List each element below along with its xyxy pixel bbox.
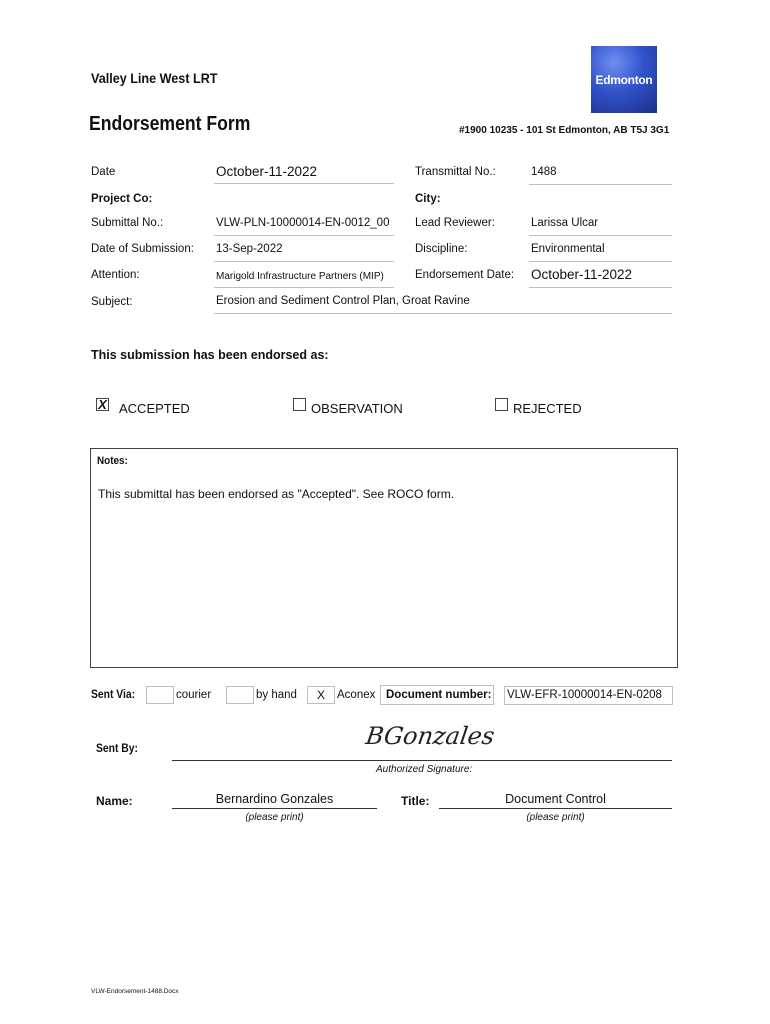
subject-label: Subject: — [91, 296, 133, 308]
aconex-label: Aconex — [337, 689, 376, 701]
title-value[interactable]: Document Control — [505, 792, 606, 806]
date-submission-field[interactable]: 13-Sep-2022 — [214, 243, 394, 262]
observation-label: OBSERVATION — [311, 401, 403, 416]
courier-checkbox[interactable] — [146, 686, 174, 704]
by-hand-checkbox[interactable] — [226, 686, 254, 704]
doc-number-label-box — [380, 685, 494, 705]
signature-line — [172, 760, 672, 761]
rejected-checkbox[interactable] — [495, 398, 508, 411]
observation-checkbox[interactable] — [293, 398, 306, 411]
notes-label: Notes: — [97, 455, 128, 467]
lead-reviewer-label: Lead Reviewer: — [415, 217, 495, 229]
attention-label: Attention: — [91, 269, 140, 281]
doc-number-label: Document number: — [386, 689, 492, 701]
project-title: Valley Line West LRT — [91, 70, 218, 86]
courier-label: courier — [176, 689, 212, 701]
title-hint: (please print) — [526, 812, 585, 823]
accepted-checkbox[interactable]: X — [96, 398, 109, 411]
endorsement-question: This submission has been endorsed as: — [91, 348, 329, 362]
transmittal-field[interactable]: 1488 — [529, 166, 672, 185]
doc-number-field[interactable]: VLW-EFR-10000014-EN-0208 — [504, 686, 673, 705]
endorsement-date-field[interactable]: October-11-2022 — [529, 267, 672, 288]
rejected-label: REJECTED — [513, 401, 582, 416]
authorized-signature-label: Authorized Signature: — [376, 764, 473, 775]
form-title: Endorsement Form — [89, 113, 251, 135]
name-line — [172, 808, 377, 809]
date-submission-label: Date of Submission: — [91, 243, 194, 255]
name-label: Name: — [96, 794, 133, 808]
discipline-label: Discipline: — [415, 243, 468, 255]
title-line — [439, 808, 672, 809]
submittal-field[interactable]: VLW-PLN-10000014-EN-0012_00 — [214, 217, 394, 236]
by-hand-label: by hand — [256, 689, 297, 701]
project-co-label: Project Co: — [91, 193, 153, 205]
address: #1900 10235 - 101 St Edmonton, AB T5J 3G1 — [459, 125, 670, 136]
notes-box[interactable] — [90, 448, 678, 668]
edmonton-logo — [591, 46, 657, 113]
name-hint: (please print) — [245, 812, 304, 823]
notes-text: This submittal has been endorsed as "Accepted". See ROCO form. — [98, 487, 455, 501]
attention-field[interactable]: Marigold Infrastructure Partners (MIP) — [214, 271, 394, 288]
discipline-field[interactable]: Environmental — [529, 243, 672, 262]
name-value[interactable]: Bernardino Gonzales — [215, 792, 334, 806]
date-field[interactable]: October-11-2022 — [214, 164, 394, 184]
submittal-label: Submittal No.: — [91, 217, 164, 229]
city-label: City: — [415, 193, 441, 205]
sent-by-text: Sent By: — [96, 743, 138, 755]
title-label: Title: — [401, 794, 430, 808]
handwritten-signature: BGonzales — [364, 722, 497, 750]
subject-field[interactable]: Erosion and Sediment Control Plan, Groat Ravine — [214, 295, 672, 314]
accepted-label: ACCEPTED — [119, 401, 190, 416]
endorsement-date-label: Endorsement Date: — [415, 269, 515, 281]
transmittal-label: Transmittal No.: — [415, 166, 496, 178]
footer-filename: VLW-Endorsement-1488.Docx — [91, 988, 179, 995]
lead-reviewer-field[interactable]: Larissa Ulcar — [529, 217, 672, 236]
logo-text: Edmonton — [595, 72, 653, 87]
sent-via-label: Sent Via: — [91, 689, 136, 701]
aconex-checkbox[interactable]: X — [307, 686, 335, 704]
date-label: Date — [91, 166, 116, 178]
